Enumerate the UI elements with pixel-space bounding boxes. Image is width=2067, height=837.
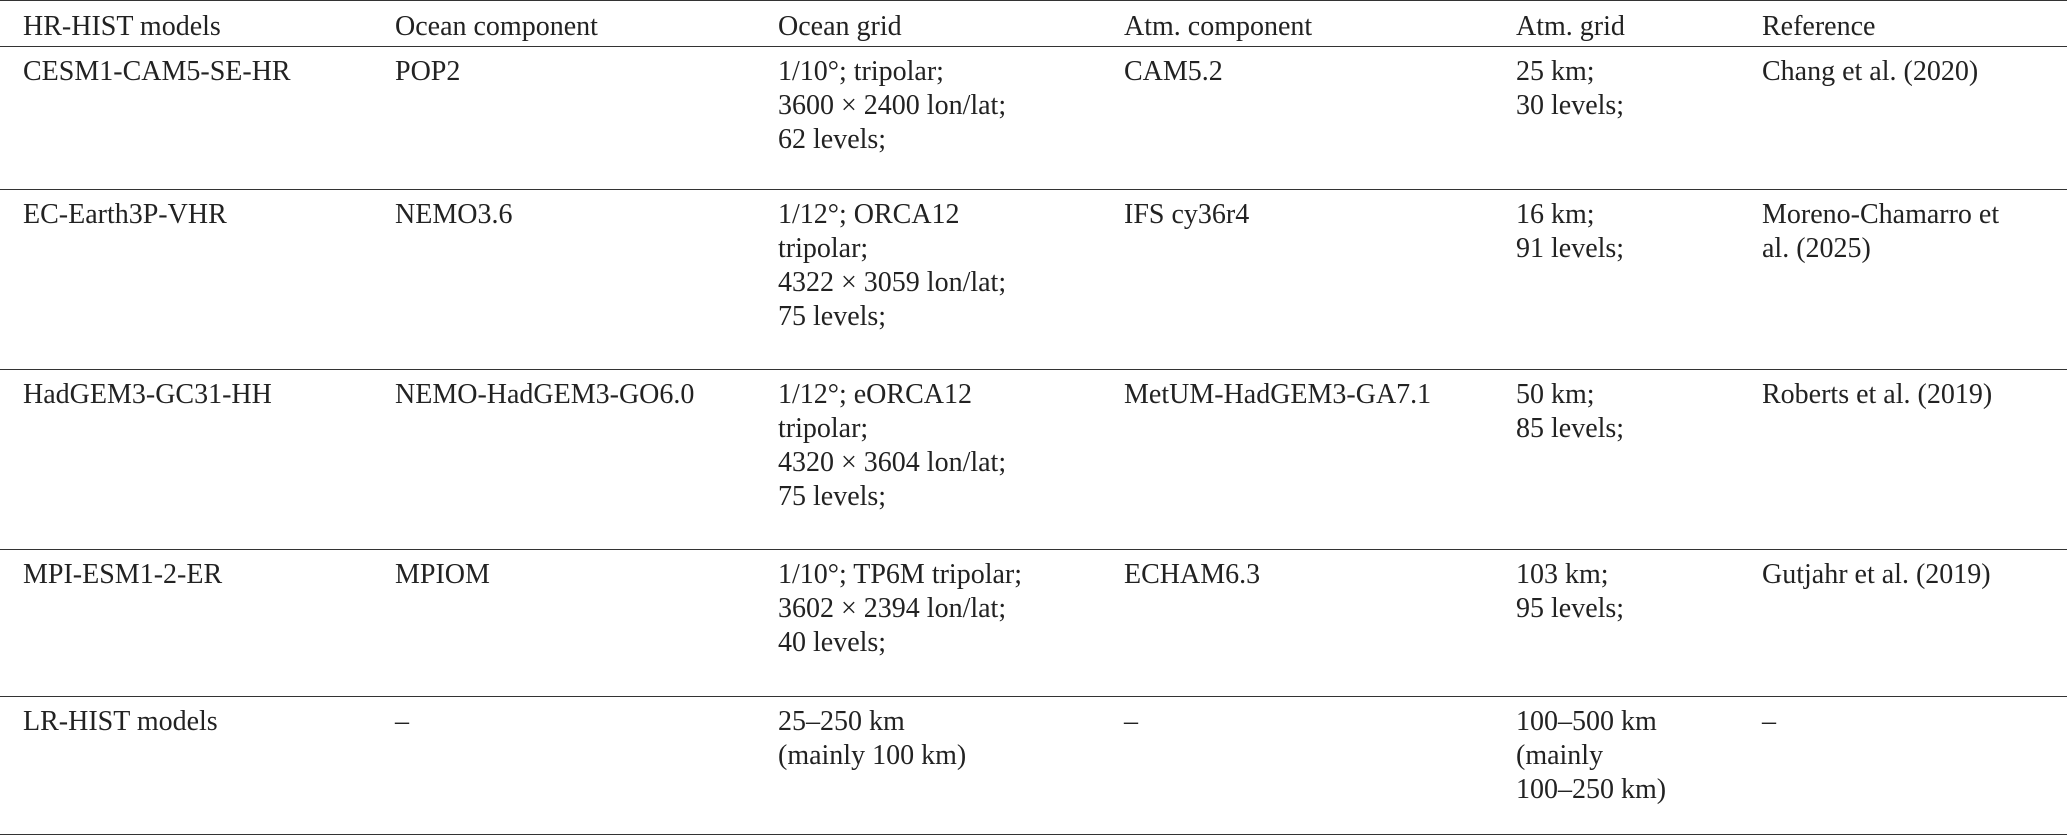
table-row xyxy=(0,370,2067,550)
atm-grid-line: 100–250 km) xyxy=(1516,774,1667,805)
ocean-grid-line: (mainly 100 km) xyxy=(778,740,967,771)
reference-line: – xyxy=(1762,706,1776,737)
ocean-component: NEMO3.6 xyxy=(395,199,513,230)
atm-grid-line: 30 levels; xyxy=(1516,90,1625,121)
atm-grid xyxy=(1493,190,1739,370)
ocean-grid-line: 62 levels; xyxy=(778,124,887,155)
ocean-component: – xyxy=(395,706,409,737)
model-name: MPI-ESM1-2-ER xyxy=(23,559,223,590)
ocean-grid-line: tripolar; xyxy=(778,233,869,264)
atm-grid-line: 91 levels; xyxy=(1516,233,1625,264)
atm-grid xyxy=(1493,47,1739,190)
model-name: EC-Earth3P-VHR xyxy=(23,199,227,230)
atm-component: MetUM-HadGEM3-GA7.1 xyxy=(1124,379,1432,410)
atm-grid-line: 103 km; xyxy=(1516,559,1609,590)
ocean-grid-line: 1/10°; tripolar; xyxy=(778,56,944,87)
ocean-grid-line: 3602 × 2394 lon/lat; xyxy=(778,593,1007,624)
table-header-row xyxy=(0,1,2067,47)
reference-line: Moreno-Chamarro et xyxy=(1762,199,2000,230)
ocean-grid xyxy=(755,47,1101,190)
atm-component: – xyxy=(1124,706,1138,737)
model-name: CESM1-CAM5-SE-HR xyxy=(23,56,291,87)
header-models: HR-HIST models xyxy=(23,11,221,42)
ocean-grid-line: 1/10°; TP6M tripolar; xyxy=(778,559,1023,590)
reference xyxy=(1739,370,2067,550)
ocean-grid xyxy=(755,550,1101,697)
atm-grid xyxy=(1493,370,1739,550)
atm-grid-line: 25 km; xyxy=(1516,56,1595,87)
reference xyxy=(1739,190,2067,370)
reference-line: Roberts et al. (2019) xyxy=(1762,379,1993,410)
ocean-component: NEMO-HadGEM3-GO6.0 xyxy=(395,379,695,410)
atm-grid-line: 16 km; xyxy=(1516,199,1595,230)
reference-line: Chang et al. (2020) xyxy=(1762,56,1979,87)
ocean-grid-line: 75 levels; xyxy=(778,481,887,512)
ocean-grid-line: tripolar; xyxy=(778,413,869,444)
table-row xyxy=(0,697,2067,835)
ocean-grid xyxy=(755,697,1101,835)
atm-component: ECHAM6.3 xyxy=(1124,559,1261,590)
ocean-grid-line: 75 levels; xyxy=(778,301,887,332)
header-ocean-component: Ocean component xyxy=(395,11,598,42)
table-row xyxy=(0,550,2067,697)
header-reference: Reference xyxy=(1762,11,1876,42)
reference xyxy=(1739,697,2067,835)
atm-component: CAM5.2 xyxy=(1124,56,1223,87)
atm-component: IFS cy36r4 xyxy=(1124,199,1250,230)
ocean-component: MPIOM xyxy=(395,559,490,590)
atm-grid-line: 100–500 km xyxy=(1516,706,1657,737)
atm-grid-line: 50 km; xyxy=(1516,379,1595,410)
model-name: HadGEM3-GC31-HH xyxy=(23,379,272,410)
header-ocean-grid: Ocean grid xyxy=(778,11,902,42)
reference xyxy=(1739,47,2067,190)
ocean-grid-line: 4320 × 3604 lon/lat; xyxy=(778,447,1007,478)
ocean-grid xyxy=(755,370,1101,550)
ocean-grid-line: 1/12°; ORCA12 xyxy=(778,199,960,230)
atm-grid-line: (mainly xyxy=(1516,740,1604,771)
ocean-grid-line: 3600 × 2400 lon/lat; xyxy=(778,90,1007,121)
ocean-component: POP2 xyxy=(395,56,461,87)
model-name: LR-HIST models xyxy=(23,706,218,737)
ocean-grid-line: 4322 × 3059 lon/lat; xyxy=(778,267,1007,298)
reference xyxy=(1739,550,2067,697)
ocean-grid-line: 25–250 km xyxy=(778,706,905,737)
ocean-grid xyxy=(755,190,1101,370)
header-atm-grid: Atm. grid xyxy=(1516,11,1625,42)
atm-grid xyxy=(1493,550,1739,697)
table-row xyxy=(0,47,2067,190)
reference-line: al. (2025) xyxy=(1762,233,1871,264)
ocean-grid-line: 1/12°; eORCA12 xyxy=(778,379,972,410)
atm-grid-line: 95 levels; xyxy=(1516,593,1625,624)
atm-grid-line: 85 levels; xyxy=(1516,413,1625,444)
table-row xyxy=(0,190,2067,370)
reference-line: Gutjahr et al. (2019) xyxy=(1762,559,1991,590)
ocean-grid-line: 40 levels; xyxy=(778,627,887,658)
header-atm-component: Atm. component xyxy=(1124,11,1313,42)
atm-grid xyxy=(1493,697,1739,835)
